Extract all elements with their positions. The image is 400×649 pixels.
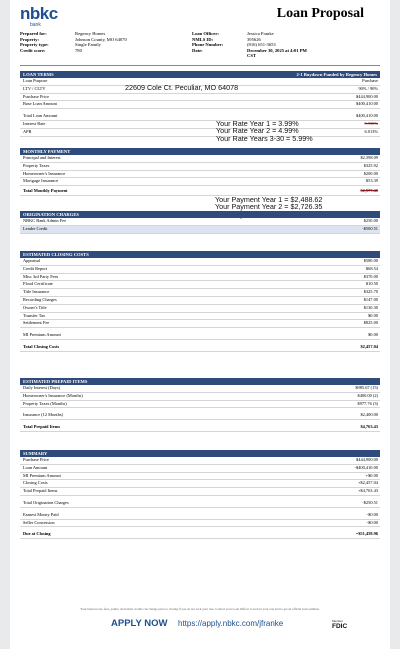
cell-text: Credit score: (20, 47, 46, 53)
cell-text: Purchase (362, 78, 378, 83)
prepaid-section (20, 378, 380, 432)
document-page (10, 0, 390, 649)
cell-text: Total Prepaid Items (23, 424, 61, 430)
cell-text: Closing Costs (23, 480, 48, 486)
table-row (20, 258, 380, 266)
cell-text: -$0.00 (366, 511, 378, 517)
cell-text: $250.00 (363, 218, 378, 223)
buydown-note: 2-1 Buydown Funded by Regency Homes (296, 72, 377, 77)
cell-text: NMLS ID: (192, 36, 214, 42)
cell-text: Lender Credit (23, 225, 48, 231)
prepaid-title: ESTIMATED PREPAID ITEMS (23, 379, 88, 384)
cell-text: $444,900.00 (356, 93, 378, 99)
apply-url-link[interactable]: https://apply.nbkc.com/jfranke (178, 619, 284, 628)
cell-text: Loan Amount (23, 464, 48, 470)
original-payment: $2,977.40 (360, 188, 378, 194)
cell-text: Mortgage Insurance (23, 178, 59, 184)
summary-section (20, 450, 380, 539)
loan-terms-title: LOAN TERMS (23, 72, 54, 77)
cell-text: Owner's Title (23, 304, 47, 310)
overlay-rates: Your Rate Year 1 = 3.99% Your Rate Year 2 = 4.99% Your Rate Years 3-30 = 5.99% (216, 119, 313, 143)
cell-text: -$250.51 (362, 499, 378, 505)
footer (10, 618, 390, 634)
cell-text: Homeowner's Insurance (Months) (23, 392, 83, 398)
cell-text: -$400,410.00 (354, 464, 378, 470)
logo-subtitle: bank (30, 22, 41, 28)
cell-text: $985.67 (15) (355, 385, 378, 390)
cell-text: $825.00 (363, 320, 378, 326)
table-row (20, 171, 380, 179)
closing-costs-section (20, 251, 380, 352)
cell-text: Single Family (75, 42, 101, 48)
table-row (20, 520, 380, 528)
cell-text: -$500.51 (362, 225, 378, 231)
table-row (20, 289, 380, 297)
cell-text: Total Closing Costs (23, 343, 60, 349)
table-row (20, 500, 380, 508)
cell-text: $200.00 (363, 170, 378, 176)
cell-text: Property type: (20, 42, 49, 48)
table-row (20, 94, 380, 102)
cell-text: $130.30 (363, 304, 378, 310)
total-row (20, 188, 380, 196)
header-divider (20, 65, 380, 66)
table-row (20, 473, 380, 481)
cell-text: Total Loan Amount (23, 113, 58, 119)
table-row (20, 320, 380, 328)
table-row (20, 512, 380, 520)
cell-text: Recording Charges (23, 296, 57, 302)
disclaimer: Your interest rate, fees, points, and lender credits can change prior to closing if you do not lock your rate. Contact your Loan Officer to lock in your rate and to get an official loan estimate. (80, 607, 320, 611)
original-rate: 5.990% (364, 120, 378, 126)
cell-text: $0.00 (368, 312, 378, 318)
due-at-closing-row (20, 531, 380, 539)
monthly-payment-title: MONTHLY PAYMENT (23, 149, 71, 154)
cell-text: 395626 (247, 36, 261, 42)
cell-text: $400,410.00 (356, 113, 378, 119)
cell-text: Insurance (12 Months) (23, 412, 63, 418)
table-row (20, 266, 380, 274)
cell-text: Total Prepaid Items (23, 488, 58, 494)
table-row (20, 488, 380, 496)
total-row (20, 424, 380, 432)
cell-text: Flood Certificate (23, 281, 53, 287)
monthly-payment-section (20, 148, 380, 196)
overlay-address: 22609 Cole Ct. Peculiar, MO 64078 (125, 83, 239, 92)
table-row (20, 178, 380, 186)
cell-text: $2,457.04 (360, 343, 378, 349)
cell-text: Phone Number: (192, 42, 224, 48)
cell-text: $10.50 (365, 281, 378, 287)
header-right (192, 31, 307, 59)
cell-text: Earnest Money Paid (23, 511, 59, 517)
loan-terms-section (20, 71, 380, 137)
cell-text: -$0.00 (366, 519, 378, 525)
table-row (20, 155, 380, 163)
fdic-logo: Member FDIC (332, 619, 348, 630)
table-row (20, 274, 380, 282)
cell-text: Homeowner's Insurance (23, 170, 66, 176)
cell-text: (816) 651-3653 (247, 42, 276, 48)
cell-text: $53.39 (365, 178, 378, 184)
cell-text: CST (247, 53, 256, 59)
cell-text: Total Origination Charges (23, 499, 69, 505)
cell-text: Prepared for: (20, 31, 47, 36)
cell-text: Interest Rate (23, 120, 46, 126)
table-row (20, 393, 380, 401)
cell-text: Base Loan Amount (23, 101, 57, 107)
cell-text: $2,400.00 (360, 412, 378, 418)
table-row (20, 385, 380, 393)
cell-text: Principal and Interest (23, 155, 61, 160)
cell-text: Loan Officer: (192, 31, 219, 36)
cell-text: Transfer Tax (23, 312, 46, 318)
table-row (20, 218, 380, 226)
table-row (20, 305, 380, 313)
cell-text: LTV / CLTV (23, 85, 46, 91)
cell-text: Johnson County, MO 64070 (75, 36, 127, 42)
cell-text: Regency Homes (75, 31, 106, 36)
cell-text: $325.92 (363, 162, 378, 168)
table-row (20, 313, 380, 321)
cell-text: 6.013% (364, 128, 378, 134)
table-row (20, 412, 380, 420)
cell-text: MI Premium Amount (23, 472, 61, 478)
cell-text: $147.00 (363, 296, 378, 302)
total-row (20, 344, 380, 352)
cell-text: =$51,459.96 (355, 531, 378, 537)
cell-text: $580.00 (363, 258, 378, 263)
cell-text: $4,763.43 (360, 424, 378, 430)
cell-text: $2,398.09 (360, 155, 378, 160)
header-left (20, 31, 127, 53)
cell-text: Daily Interest (Days) (23, 385, 61, 390)
closing-costs-title: ESTIMATED CLOSING COSTS (23, 252, 89, 257)
cell-text: +$4,763.43 (357, 488, 378, 494)
cell-text: NBKC Bank Admin Fee (23, 218, 67, 223)
cell-text: Title Insurance (23, 289, 50, 295)
table-row (20, 332, 380, 340)
cell-text: Purchase Price (23, 457, 49, 462)
nbkc-logo: nbkc (20, 4, 58, 23)
cell-text: Date: (192, 47, 203, 53)
table-row (20, 163, 380, 171)
cell-text: Due at Closing (23, 531, 51, 537)
summary-title: SUMMARY (23, 451, 48, 456)
page-title: Loan Proposal (276, 6, 364, 21)
cell-text: Loan Purpose (23, 78, 48, 83)
cell-text: Total Monthly Payment (23, 188, 68, 194)
cell-text: +$0.00 (365, 472, 378, 478)
cell-text: $68.54 (365, 265, 378, 271)
cell-text: Settlement Fee (23, 320, 50, 326)
cell-text: +$2,457.04 (357, 480, 378, 486)
cell-text: $977.76 (3) (357, 400, 378, 406)
cell-text: Property Taxes (Months) (23, 400, 67, 406)
table-row (20, 401, 380, 409)
table-row (20, 226, 380, 234)
cell-text: Misc 3rd Party Fees (23, 273, 59, 279)
cell-text: Property Taxes (23, 162, 50, 168)
table-row (20, 480, 380, 488)
origination-section (20, 211, 380, 234)
apply-now-link[interactable]: APPLY NOW (111, 618, 168, 629)
table-row (20, 121, 380, 129)
cell-text: MI Premium Amount (23, 332, 61, 338)
cell-text: Jessica Franke (247, 31, 274, 36)
table-row (20, 129, 380, 137)
cell-text: $370.00 (363, 273, 378, 279)
cell-text: $0.00 (368, 332, 378, 338)
overlay-payments: Your Payment Year 1 = $2,488.62 Your Payment Year 2 = $2,726.35 (215, 195, 323, 212)
table-row (20, 281, 380, 289)
cell-text: Purchase Price (23, 93, 49, 99)
cell-text: APR (23, 128, 32, 134)
origination-title: ORIGINATION CHARGES (23, 212, 79, 217)
table-row (20, 465, 380, 473)
cell-text: $444,900.00 (356, 457, 378, 462)
table-row (20, 297, 380, 305)
cell-text: $325.70 (363, 289, 378, 295)
cell-text: 780 (75, 47, 82, 53)
cell-text: 90% / 90% (358, 85, 378, 91)
cell-text: $400,410.00 (356, 101, 378, 107)
cell-text: Credit Report (23, 265, 48, 271)
table-row (20, 101, 380, 109)
table-row (20, 457, 380, 465)
cell-text (192, 53, 247, 59)
cell-text: Seller Concession (23, 519, 55, 525)
cell-text: Property: (20, 36, 40, 42)
cell-text: $400.00 (2) (357, 392, 378, 398)
cell-text: December 30, 2025 at 4:01 PM (247, 47, 307, 53)
cell-text: Appraisal (23, 258, 41, 263)
table-row (20, 113, 380, 121)
